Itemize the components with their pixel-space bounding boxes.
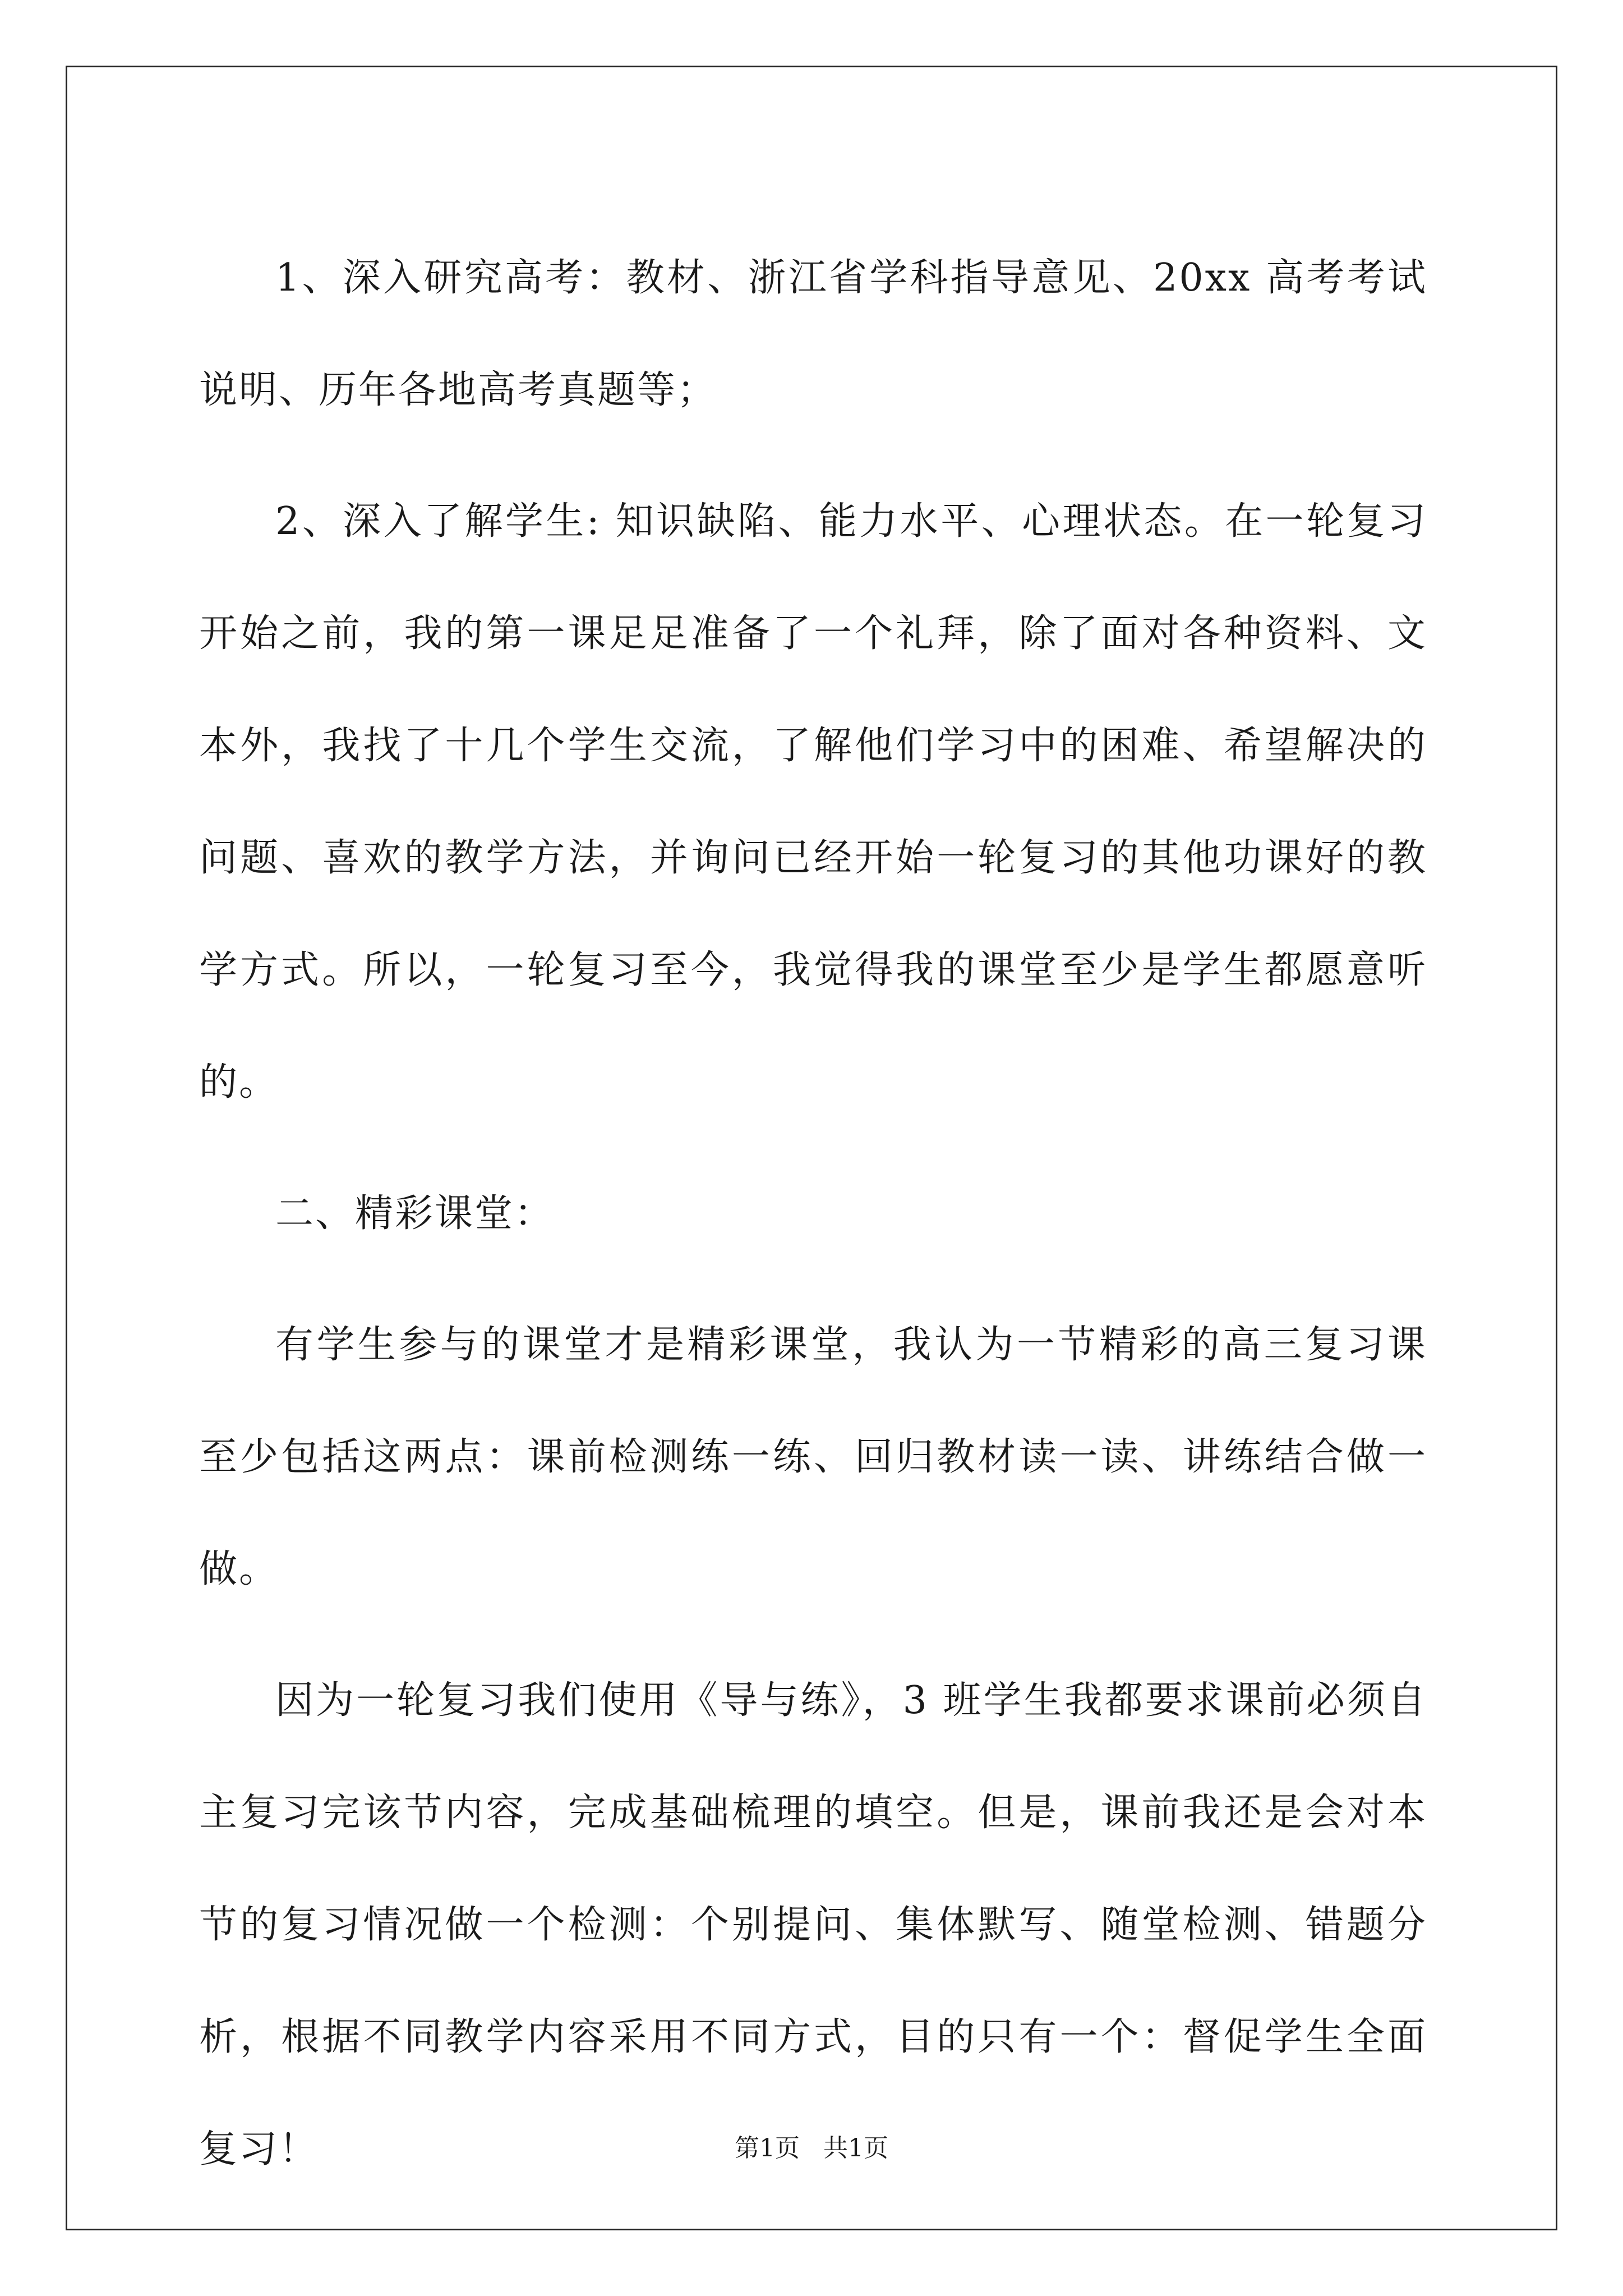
paragraph-1: 1、深入研究高考：教材、浙江省学科指导意见、20xx 高考考试说明、历年各地高考真题等；: [199, 256, 1427, 412]
paragraph-2: 2、深入了解学生: 知识缺陷、能力水平、心理状态。在一轮复习开始之前，我的第一课足足准备了一个礼拜，除了面对各种资料、文本外，我找了十几个学生交流，了解他们学习中的困难、希望解决的问题、喜欢的教学方法，并询问已经开始一轮复习的其他功课好的教学方式。所以，一轮复习至今，我觉得我的课堂至少是学生都愿意听的。: [199, 499, 1427, 1105]
page-footer: 第1页 共1页: [735, 2134, 888, 2162]
document-body: [199, 222, 1427, 2225]
section-heading: 二、精彩课堂：: [275, 1191, 555, 1236]
paragraph-4: 因为一轮复习我们使用《导与练》，3 班学生我都要求课前必须自主复习完该节内容，完成基础梳理的填空。但是，课前我还是会对本节的复习情况做一个检测：个别提问、集体默写、随堂检测、错题分析，根据不同教学内容采用不同方式，目的只有一个：督促学生全面复习！: [199, 1678, 1427, 2171]
paragraph-3: 有学生参与的课堂才是精彩课堂，我认为一节精彩的高三复习课至少包括这两点：课前检测练一练、回归教材读一读、讲练结合做一做。: [199, 1323, 1427, 1591]
